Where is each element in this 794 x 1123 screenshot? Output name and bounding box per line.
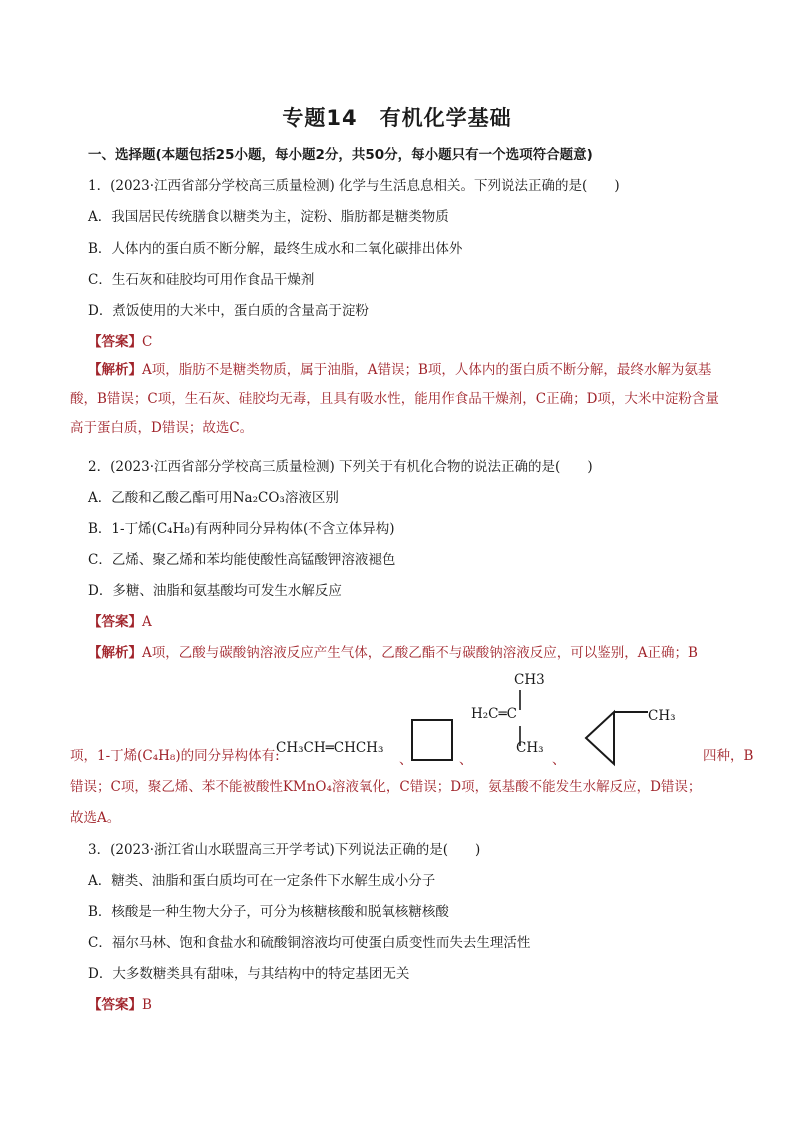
question-3-option-b: B．核酸是一种生物大分子，可分为核糖核酸和脱氧核糖核酸 (88, 904, 449, 920)
explanation-tag: 【解析】 (88, 362, 142, 378)
question-1-option-c: C．生石灰和硅胶均可用作食品干燥剂 (88, 272, 315, 288)
isomer-intro-text: 项，1-丁烯(C₄H₈)的同分异构体有: (70, 748, 280, 764)
answer-value: C (142, 334, 153, 350)
question-2-explanation-line-1 (88, 644, 698, 662)
question-1-option-b: B．人体内的蛋白质不断分解，最终生成水和二氧化碳排出体外 (88, 241, 463, 257)
question-3-option-a: A．糖类、油脂和蛋白质均可在一定条件下水解生成小分子 (88, 873, 436, 889)
methylcyclopropane-structure (578, 708, 658, 768)
answer-value: A (142, 614, 152, 630)
answer-tag: 【答案】 (88, 334, 142, 350)
question-3-option-d: D．大多数糖类具有甜味，与其结构中的特定基团无关 (88, 966, 410, 982)
question-2-option-d: D．多糖、油脂和氨基酸均可发生水解反应 (88, 583, 342, 599)
question-2-stem: 2．(2023·江西省部分学校高三质量检测) 下列关于有机化合物的说法正确的是( ) (88, 459, 593, 475)
question-3-answer (88, 996, 152, 1014)
isobutylene-bottom-methyl: CH₃ (516, 740, 544, 756)
explanation-text: A项，脂肪不是糖类物质，属于油脂，A错误；B项，人体内的蛋白质不断分解，最终水解为氨基酸，B错误；C项，生石灰、硅胶均无毒，且具有吸水性，能用作食品干燥剂，C正确；D项，大米中淀粉含量高于蛋白质，D错误；故选C。 (70, 362, 719, 436)
explanation-tag: 【解析】 (88, 645, 142, 661)
isobutylene-top-methyl: CH3 (514, 672, 545, 688)
page-title: 专题14 有机化学基础 (282, 106, 512, 130)
question-2-explanation-line-4: 故选A。 (70, 810, 121, 826)
question-2-answer (88, 613, 152, 631)
answer-value: B (142, 997, 152, 1013)
isomer-2-butene: CH₃CH═CHCH₃ (276, 740, 384, 756)
question-3-stem: 3．(2023·浙江省山水联盟高三开学考试)下列说法正确的是( ) (88, 842, 481, 858)
isobutylene-main-chain: H₂C═C (471, 706, 517, 722)
question-1-option-a: A．我国居民传统膳食以糖类为主，淀粉、脂肪都是糖类物质 (88, 209, 449, 225)
section-heading: 一、选择题(本题包括25小题，每小题2分，共50分，每小题只有一个选项符合题意) (88, 147, 593, 163)
question-2-option-b: B．1-丁烯(C₄H₈)有两种同分异构体(不含立体异构) (88, 521, 395, 537)
question-1-stem: 1．(2023·江西省部分学校高三质量检测) 化学与生活息息相关。下列说法正确的是( ) (88, 178, 620, 194)
explanation-text: A项，乙酸与碳酸钠溶液反应产生气体，乙酸乙酯不与碳酸钠溶液反应，可以鉴别，A正确；B (142, 645, 698, 661)
question-1-explanation (70, 356, 730, 443)
question-2-option-a: A．乙酸和乙酸乙酯可用Na₂CO₃溶液区别 (88, 490, 339, 506)
methylcyclopropane-methyl: CH₃ (648, 708, 676, 724)
question-2-explanation-line-3: 错误；C项，聚乙烯、苯不能被酸性KMnO₄溶液氧化，C错误；D项，氨基酸不能发生水解反应，D错误； (70, 779, 702, 795)
cyclobutane-structure (410, 718, 456, 764)
isomer-count-text: 四种，B (703, 748, 754, 764)
isomer-structures-row (70, 668, 754, 768)
answer-tag: 【答案】 (88, 614, 142, 630)
answer-tag: 【答案】 (88, 997, 142, 1013)
question-2-option-c: C．乙烯、聚乙烯和苯均能使酸性高锰酸钾溶液褪色 (88, 552, 396, 568)
separator-3: 、 (552, 752, 566, 768)
question-1-answer (88, 333, 152, 351)
separator-2: 、 (459, 752, 473, 768)
question-3-option-c: C．福尔马林、饱和食盐水和硫酸铜溶液均可使蛋白质变性而失去生理活性 (88, 935, 531, 951)
separator-1: 、 (399, 752, 413, 768)
question-1-option-d: D．煮饭使用的大米中，蛋白质的含量高于淀粉 (88, 303, 369, 319)
